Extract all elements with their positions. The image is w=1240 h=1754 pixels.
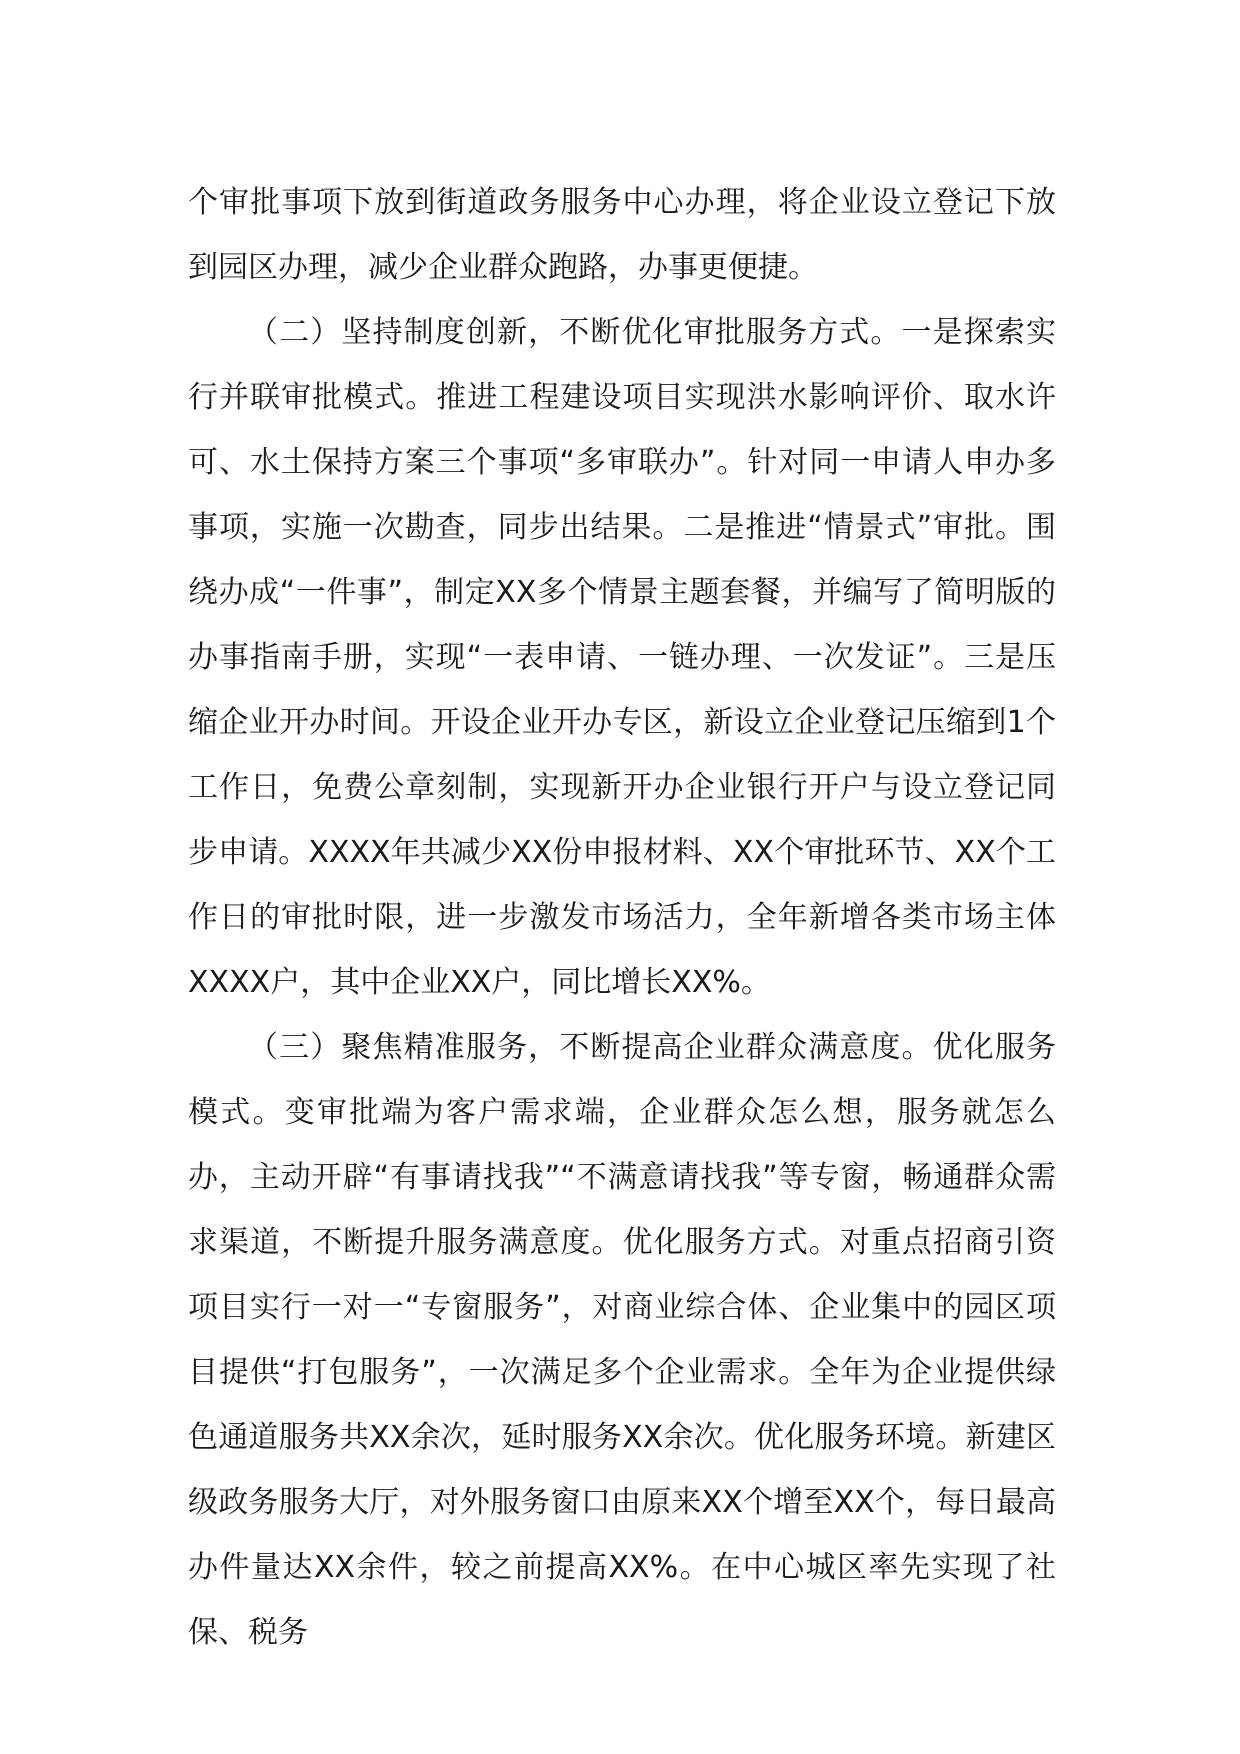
body-text xyxy=(188,170,1056,1665)
paragraph-section-two: （二）坚持制度创新，不断优化审批服务方式。一是探索实行并联审批模式。推进工程建设项目实现洪水影响评价、取水许可、水土保持方案三个事项“多审联办”。针对同一申请人申办多事项，实施一次勘查，同步出结果。二是推进“情景式”审批。围绕办成“一件事”，制定XX多个情景主题套餐，并编写了简明版的办事指南手册，实现“一表申请、一链办理、一次发证”。三是压缩企业开办时间。开设企业开办专区，新设立企业登记压缩到1个工作日，免费公章刻制，实现新开办企业银行开户与设立登记同步申请。XXXX年共减少XX份申报材料、XX个审批环节、XX个工作日的审批时限，进一步激发市场活力，全年新增各类市场主体XXXX户，其中企业XX户，同比增长XX%。 xyxy=(188,315,1056,1000)
paragraph-section-three: （三）聚焦精准服务，不断提高企业群众满意度。优化服务模式。变审批端为客户需求端，企业群众怎么想，服务就怎么办，主动开辟“有事请找我”“不满意请找我”等专窗，畅通群众需求渠道，不断提升服务满意度。优化服务方式。对重点招商引资项目实行一对一“专窗服务”，对商业综合体、企业集中的园区项目提供“打包服务”，一次满足多个企业需求。全年为企业提供绿色通道服务共XX余次，延时服务XX余次。优化服务环境。新建区级政务服务大厅，对外服务窗口由原来XX个增至XX个，每日最高办件量达XX余件，较之前提高XX%。在中心城区率先实现了社保、税务 xyxy=(188,1030,1056,1650)
paragraph-continuation: 个审批事项下放到街道政务服务中心办理，将企业设立登记下放到园区办理，减少企业群众跑路，办事更便捷。 xyxy=(188,185,1056,285)
